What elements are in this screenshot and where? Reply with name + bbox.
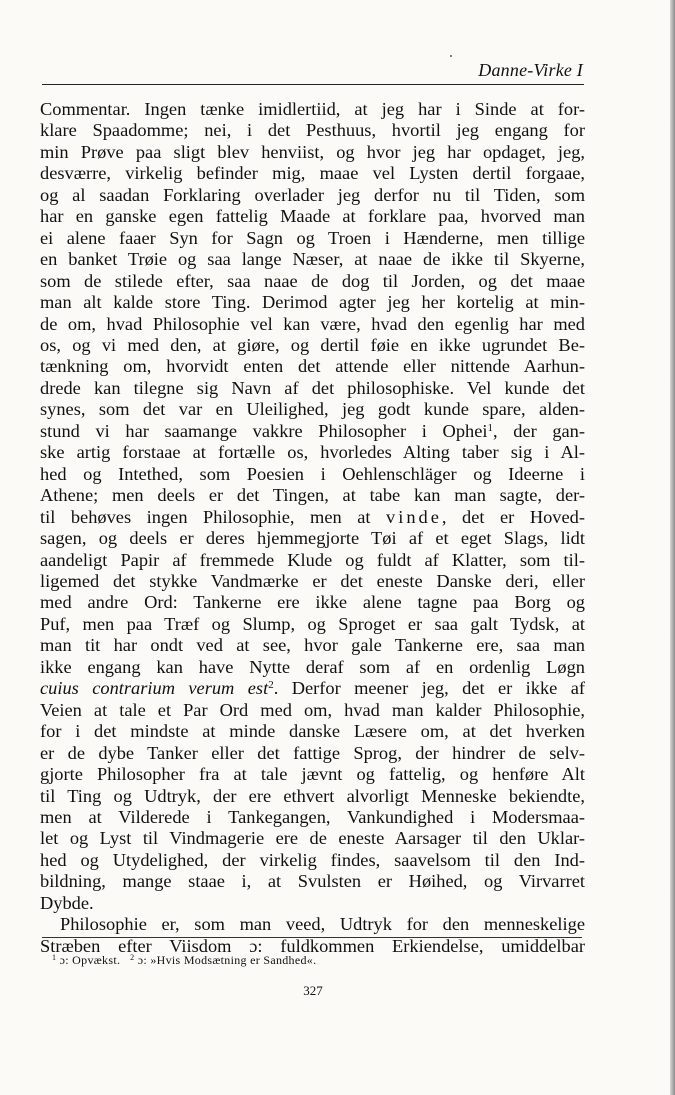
footnote-rule xyxy=(42,937,582,938)
text-line: en banket Trøie og saa lange Næser, at naae de ikke til Skyerne, xyxy=(40,249,585,270)
text-line: ei alene faaer Syn for Sagn og Troen i Hænderne, men tillige xyxy=(40,227,585,248)
text-line: ske artig forstaae at fortælle os, hvorledes Alting taber sig i Al- xyxy=(40,442,585,463)
text-line: Commentar. Ingen tænke imidlertiid, at jeg har i Sinde at for- xyxy=(40,99,585,119)
footnote-ref: 2 xyxy=(268,679,274,692)
latin-phrase: cuius contrarium verum est xyxy=(40,678,269,699)
text-line: sagen, og deels er deres hjemmegjorte Tøi af et eget Slags, lidt xyxy=(40,528,585,549)
text-line: Dybde. xyxy=(40,892,94,913)
footnote-text: ɔ: Opvækst. xyxy=(59,953,121,967)
text-line: bildning, mange staae i, at Svulsten er Høihed, og Virvarret xyxy=(40,871,585,892)
footnote-ref: 1 xyxy=(487,421,493,434)
text-line: Puf, men paa Træf og Slump, og Sproget er saa galt Tydsk, at xyxy=(40,613,585,634)
text-line: ligemed det stykke Vandmærke er det eneste Danske deri, eller xyxy=(40,570,585,591)
text-segment: stund vi har saamange vakkre Philosopher i Ophei xyxy=(40,420,488,441)
text-line: hed og Intethed, som Poesien i Oehlenschläger og Ideerne i xyxy=(40,463,585,484)
footnote-number: 1 xyxy=(52,953,57,962)
text-line: Veien at tale et Par Ord med om, hvad man kalder Philosophie, xyxy=(40,699,585,720)
text-segment: . Derfor meener jeg, det er ikke af xyxy=(273,678,585,699)
text-line: klare Spaadomme; nei, i det Pesthuus, hvortil jeg engang for xyxy=(40,120,585,141)
text-line: os, og vi med den, at giøre, og dertil føie en ikke ugrundet Be- xyxy=(40,334,585,355)
print-speck xyxy=(450,55,452,57)
footnote-number: 2 xyxy=(130,953,135,962)
text-line: drede kan tilegne sig Navn af det philosophiske. Vel kunde det xyxy=(40,377,585,398)
header-rule xyxy=(42,84,584,85)
text-segment: , det er Hoved- xyxy=(441,506,585,527)
text-segment: til behøves ingen Philosophie, men at xyxy=(40,506,371,527)
text-line: let og Lyst til Vindmagerie ere de eneste Aarsager til den Uklar- xyxy=(40,828,585,849)
text-line: har en ganske egen fattelig Maade at forklare paa, hvorved man xyxy=(40,206,585,227)
text-line: men at Vilderede i Tankegangen, Vankundighed i Modersmaa- xyxy=(40,806,585,827)
text-line: med andre Ord: Tankerne ere ikke alene tagne paa Borg og xyxy=(40,592,585,613)
text-line: er de dybe Tanker eller det fattige Sprog, der hindrer de selv- xyxy=(40,742,585,763)
text-line: aandeligt Papir af fremmede Klude og fuldt af Klatter, som til- xyxy=(40,549,585,570)
text-line: desværre, virkelig befinder mig, maae vel Lysten dertil forgaae, xyxy=(40,163,585,184)
text-line xyxy=(40,678,585,699)
text-line: for i det mindste at minde danske Læsere om, at det hverken xyxy=(40,721,585,742)
text-line: Stræben efter Viisdom ɔ: fuldkommen Erkiendelse, umiddelbar xyxy=(40,935,585,956)
text-line: man tit har ondt ved at see, hvor gale Tankerne ere, saa man xyxy=(40,635,585,656)
text-line xyxy=(40,507,585,528)
page-number: 327 xyxy=(303,983,323,998)
text-line: de om, hvad Philosophie vel kan være, hvad den egenlig har med xyxy=(40,313,585,334)
text-line: gjorte Philosopher fra at tale jævnt og fattelig, og henføre Alt xyxy=(40,764,585,785)
spaced-word: vinde xyxy=(386,506,442,527)
text-line: Athene; men deels er det Tingen, at tabe kan man sagte, der- xyxy=(40,485,585,506)
text-line: og al saadan Forklaring overlader jeg derfor nu til Tiden, som xyxy=(40,184,585,205)
footnotes xyxy=(52,953,316,968)
running-head: Danne-Virke I xyxy=(478,60,583,80)
text-line: synes, som det var en Uleilighed, jeg godt kunde spare, alden- xyxy=(40,399,585,420)
text-segment: , der gan- xyxy=(492,420,585,441)
text-line: man alt kalde store Ting. Derimod agter jeg her kortelig at min- xyxy=(40,292,585,313)
text-line: til Ting og Udtryk, der ere ethvert alvorligt Menneske bekiendte, xyxy=(40,785,585,806)
text-line xyxy=(40,421,585,442)
body-text xyxy=(40,99,585,957)
text-line: min Prøve paa sligt blev henviist, og hvor jeg har opdaget, jeg, xyxy=(40,141,585,162)
text-line: ikke engang kan have Nytte deraf som af en ordenlig Løgn xyxy=(40,656,585,677)
text-line: tænkning om, hvorvidt enten det attende eller nittende Aarhun- xyxy=(40,356,585,377)
page-edge-shadow xyxy=(670,0,675,1095)
footnote-text: ɔ: »Hvis Modsætning er Sandhed«. xyxy=(137,953,317,967)
text-line: Philosophie er, som man veed, Udtryk for den menneskelige xyxy=(60,914,585,935)
text-line: som de stilede efter, saa naae de dog til Jorden, og det maae xyxy=(40,270,585,291)
text-line: hed og Utydelighed, der virkelig findes, saavelsom til den Ind- xyxy=(40,849,585,870)
